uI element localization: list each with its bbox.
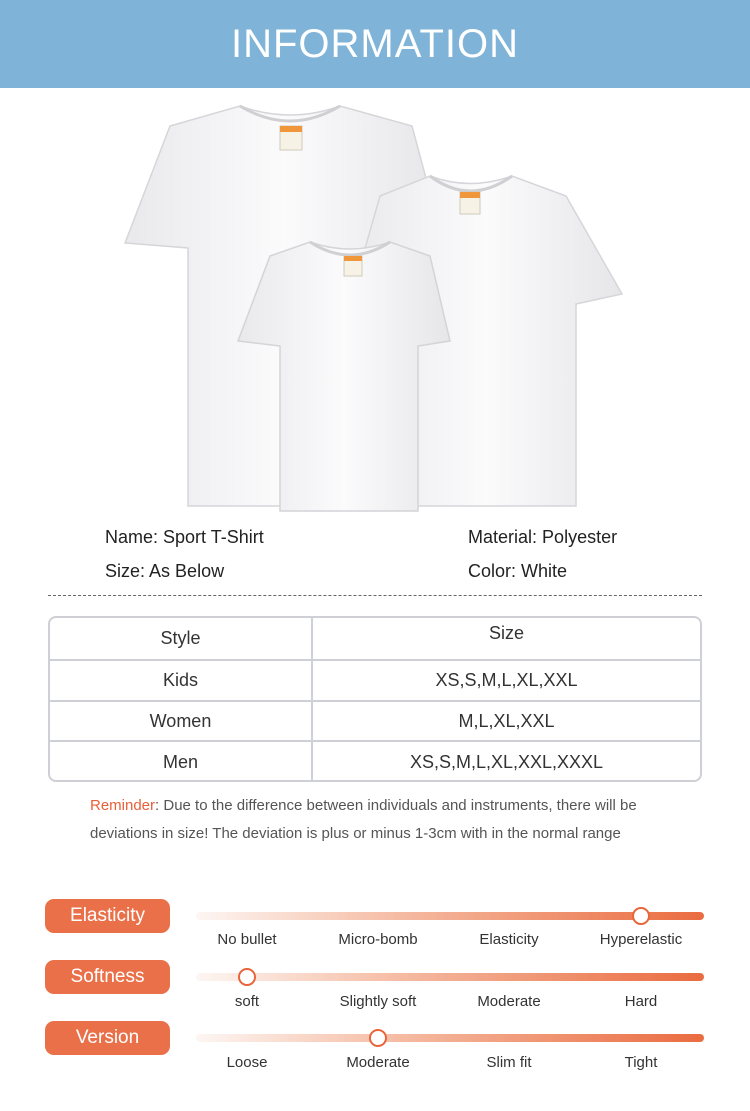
header-banner [0,0,750,88]
product-tshirts-image [100,96,640,526]
divider [48,595,702,596]
version-scale-label: Tight [624,1054,658,1071]
table-header-row [50,618,700,661]
table-header-size: Size [488,623,524,643]
table-cell-style: Men [50,742,313,782]
softness-badge: Softness [45,960,170,994]
size-value: As Below [149,561,225,581]
table-row [50,661,700,702]
name-value: Sport T-Shirt [163,527,264,547]
version-scale-label: Moderate [346,1054,410,1071]
elasticity-scale-label: Micro-bomb [338,931,418,948]
color-value: White [521,561,568,581]
softness-indicator [238,968,256,986]
reminder-note [90,792,670,848]
softness-scale-label: soft [234,993,260,1010]
reminder-label: Reminder [90,797,156,814]
page-title: INFORMATION [230,21,519,66]
info-size [105,561,224,582]
elasticity-scale-label: No bullet [217,931,277,948]
material-label: Material: [468,527,538,547]
name-label: Name: [105,527,159,547]
info-color [468,561,567,582]
elasticity-track [196,912,704,920]
table-cell-style: Kids [50,661,313,700]
elasticity-badge: Elasticity [45,899,170,933]
version-scale-label: Slim fit [486,1054,532,1071]
softness-scale-label: Moderate [477,993,541,1010]
version-indicator [369,1029,387,1047]
table-cell-size: XS,S,M,L,XL,XXL,XXXL [409,751,604,772]
version-track [196,1034,704,1042]
size-label: Size: [105,561,146,581]
reminder-text: : Due to the difference between individuals and instruments, there will be deviations in size! The deviation is plus or minus 1-3cm with in the normal range [90,797,637,842]
table-cell-style: Women [50,702,313,740]
softness-scale-label: Hard [624,993,658,1010]
version-scale-label: Loose [226,1054,268,1071]
elasticity-scale-label: Hyperelastic [599,931,683,948]
info-material [468,527,617,548]
color-label: Color: [468,561,517,581]
table-row [50,742,700,782]
softness-scale-label: Slightly soft [339,993,417,1010]
table-header-style: Style [50,618,313,659]
material-value: Polyester [542,527,618,547]
table-cell-size: M,L,XL,XXL [458,710,555,731]
info-name [105,527,264,548]
size-table [48,616,702,782]
version-badge: Version [45,1021,170,1055]
elasticity-indicator [632,907,650,925]
table-row [50,702,700,742]
elasticity-scale-label: Elasticity [479,931,539,948]
table-cell-size: XS,S,M,L,XL,XXL [435,670,578,690]
softness-track [196,973,704,981]
